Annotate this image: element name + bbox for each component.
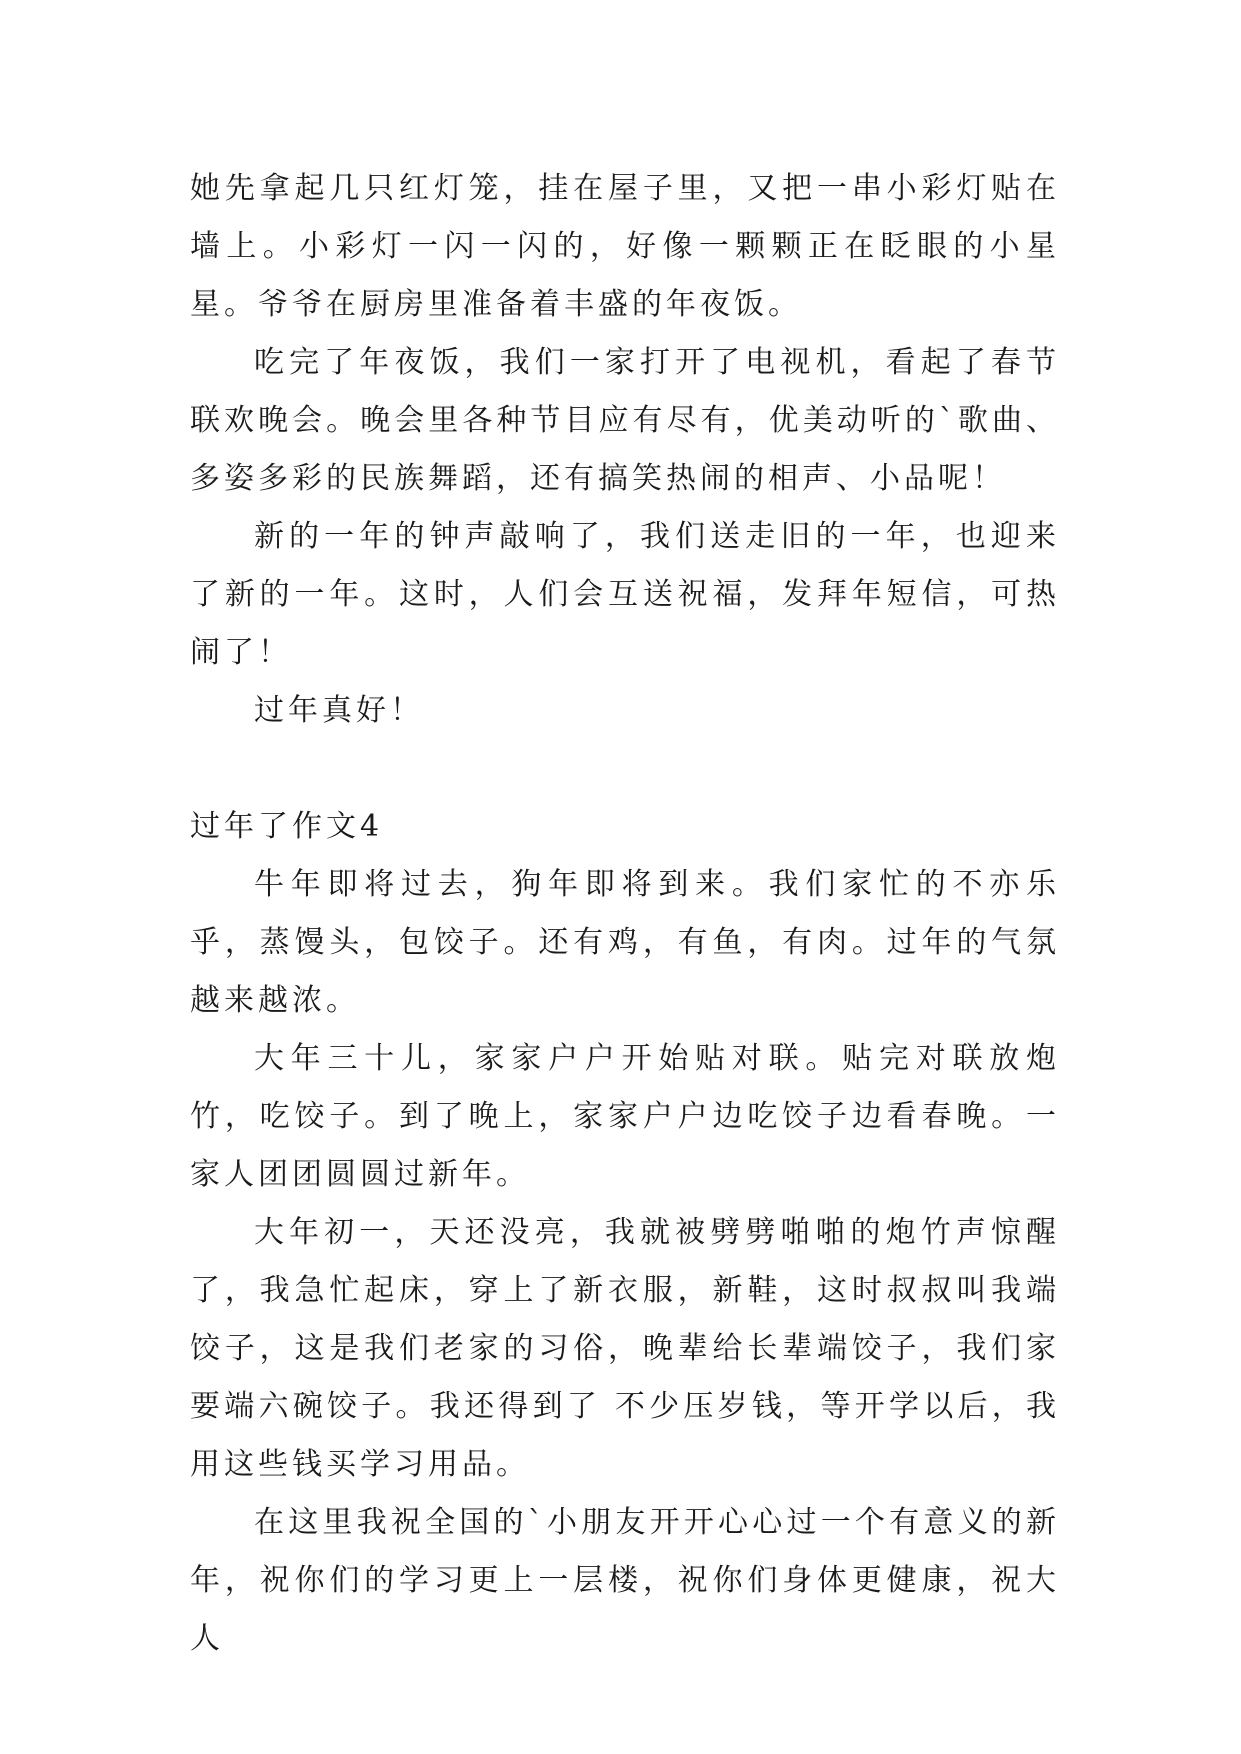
- paragraph-wishes: 在这里我祝全国的`小朋友开开心心过一个有意义的新年，祝你们的学习更上一层楼，祝你们身体更健康，祝大人: [190, 1505, 1060, 1656]
- paragraph-first-day: 大年初一，天还没亮，我就被劈劈啪啪的炮竹声惊醒了，我急忙起床，穿上了新衣服，新鞋，这时叔叔叫我端饺子，这是我们老家的习俗，晚辈给长辈端饺子，我们家要端六碗饺子。我还得到了 不少压岁钱，等开学以后，我用这些钱买学习用品。: [190, 1215, 1060, 1482]
- paragraph-good-year: 过年真好！: [254, 693, 424, 728]
- paragraph-ox-year: 牛年即将过去，狗年即将到来。我们家忙的不亦乐乎，蒸馒头，包饺子。还有鸡，有鱼，有肉。过年的气氛越来越浓。: [190, 867, 1060, 1018]
- paragraph-lantern: 她先拿起几只红灯笼，挂在屋子里，又把一串小彩灯贴在墙上。小彩灯一闪一闪的，好像一颗颗正在眨眼的小星星。爷爷在厨房里准备着丰盛的年夜饭。: [190, 171, 1060, 322]
- paragraph-gala: 吃完了年夜饭，我们一家打开了电视机，看起了春节联欢晚会。晚会里各种节目应有尽有，优美动听的`歌曲、多姿多彩的民族舞蹈，还有搞笑热闹的相声、小品呢！: [190, 345, 1060, 496]
- section-gap: [190, 740, 1060, 798]
- section-title: 过年了作文4: [190, 809, 384, 844]
- paragraph-bell: 新的一年的钟声敲响了，我们送走旧的一年，也迎来了新的一年。这时，人们会互送祝福，发拜年短信，可热闹了！: [190, 519, 1060, 670]
- paragraph-new-years-eve: 大年三十儿，家家户户开始贴对联。贴完对联放炮竹，吃饺子。到了晚上，家家户户边吃饺子边看春晚。一家人团团圆圆过新年。: [190, 1041, 1060, 1192]
- document-body: [190, 160, 1060, 1668]
